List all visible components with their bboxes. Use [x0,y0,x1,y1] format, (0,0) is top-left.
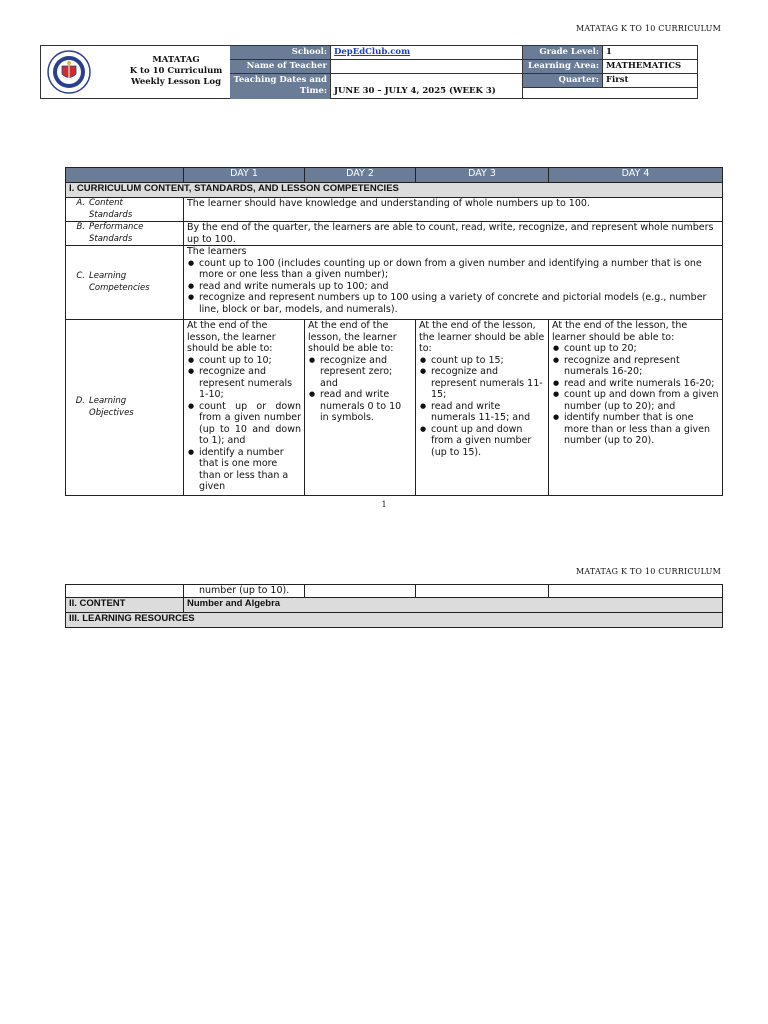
page-number: 1 [381,500,387,509]
objective-item: ● count up to 10; [199,355,301,367]
row-label-learning-objectives: D. Learning Objectives [66,320,184,496]
quarter-label: Quarter: [523,74,603,88]
teacher-label: Name of Teacher [230,60,331,74]
day-3-header: DAY 3 [416,168,549,183]
day-4-header: DAY 4 [549,168,723,183]
continued-day-2 [305,585,416,598]
deped-seal-icon [47,50,91,94]
grade-value: 1 [603,46,698,60]
objectives-intro: At the end of the lesson, the learner should be able to: [308,320,397,354]
corner-header [66,168,184,183]
performance-standards-text: By the end of the quarter, the learners are able to count, read, write, recognize, and represent whole numbers up to 100. [184,222,723,246]
page-header-2: MATATAG K TO 10 CURRICULUM [575,567,721,576]
row-label-performance-standards: B. Performance Standards [66,222,184,246]
objective-item: ● identify a number that is one more than or less than a given [199,447,301,493]
objective-item: ● recognize and represent numerals 16-20; [564,355,719,378]
objective-item: ● count up to 20; [564,343,719,355]
objective-item: ● recognize and represent numerals 11-15; [431,366,545,401]
header-title-line-2: K to 10 Curriculum [129,66,223,76]
lesson-log-table [65,167,723,496]
page-header: MATATAG K TO 10 CURRICULUM [575,24,721,33]
area-label: Learning Area: [523,60,603,74]
dates-label-line-1: Teaching Dates and [233,75,327,85]
objectives-day-4 [549,320,723,496]
objectives-day-2 [305,320,416,496]
competency-item: ● recognize and represent numbers up to 100 using a variety of concrete and pictorial models (e.g., number line, block or bar, models, and numerals). [199,292,719,315]
competency-item: ● count up to 100 (includes counting up or down from a given number and identifying a number that is one more or one less than a given number); [199,258,719,281]
lesson-log-table-continued [65,584,723,628]
continued-label-cell [66,585,184,598]
objective-item: ● read and write numerals 16-20; [564,378,719,390]
section-heading-content: II. CONTENT [66,597,184,612]
content-standards-text: The learner should have knowledge and understanding of whole numbers up to 100. [184,198,723,222]
school-link[interactable]: DepEdClub.com [334,47,411,57]
objective-item: ● read and write numerals 11-15; and [431,401,545,424]
school-label: School: [230,46,331,60]
learning-competencies-cell [184,246,723,320]
objective-item: ● count up and down from a given number (up to 15). [431,424,545,459]
objective-item: ● count up or down from a given number (up to 10 and down to 1); and [199,401,301,447]
quarter-value: First [603,74,698,88]
content-value: Number and Algebra [184,597,723,612]
competencies-intro: The learners [187,246,247,257]
section-heading-learning-resources: III. LEARNING RESOURCES [66,612,723,627]
objective-item: ● count up and down from a given number (up to 20); and [564,389,719,412]
objectives-intro: At the end of the lesson, the learner should be able to: [552,320,688,343]
continued-day-1: number (up to 10). [184,585,305,598]
continued-day-4 [549,585,723,598]
header-title-line-3: Weekly Lesson Log [130,77,222,87]
area-value: MATHEMATICS [603,60,698,74]
day-2-header: DAY 2 [305,168,416,183]
header-title-line-1: MATATAG [152,55,200,65]
grade-label: Grade Level: [523,46,603,60]
objective-item: ● read and write numerals 0 to 10 in symbols. [320,389,412,424]
lesson-log-header [40,45,698,99]
objectives-intro: At the end of the lesson, the learner should be able to: [419,320,545,354]
day-1-header: DAY 1 [184,168,305,183]
row-label-learning-competencies: C. Learning Competencies [66,246,184,320]
objective-item: ● identify number that is one more than or less than a given number (up to 20). [564,412,719,447]
dates-label [230,74,331,99]
section-heading-curriculum: I. CURRICULUM CONTENT, STANDARDS, AND LESSON COMPETENCIES [66,183,723,198]
objectives-day-3 [416,320,549,496]
continued-day-3 [416,585,549,598]
dates-label-line-2: Time: [299,86,327,96]
objective-item: ● count up to 15; [431,355,545,367]
competency-item: ● read and write numerals up to 100; and [199,281,719,293]
objectives-day-1 [184,320,305,496]
objective-item: ● recognize and represent numerals 1-10; [199,366,301,401]
dates-value: JUNE 30 – JULY 4, 2025 (WEEK 3) [331,74,523,99]
objective-item: ● recognize and represent zero; and [320,355,412,390]
teacher-value [331,60,523,74]
row-label-content-standards: A. Content Standards [66,198,184,222]
school-value [331,46,523,60]
objectives-intro: At the end of the lesson, the learner should be able to: [187,320,276,354]
